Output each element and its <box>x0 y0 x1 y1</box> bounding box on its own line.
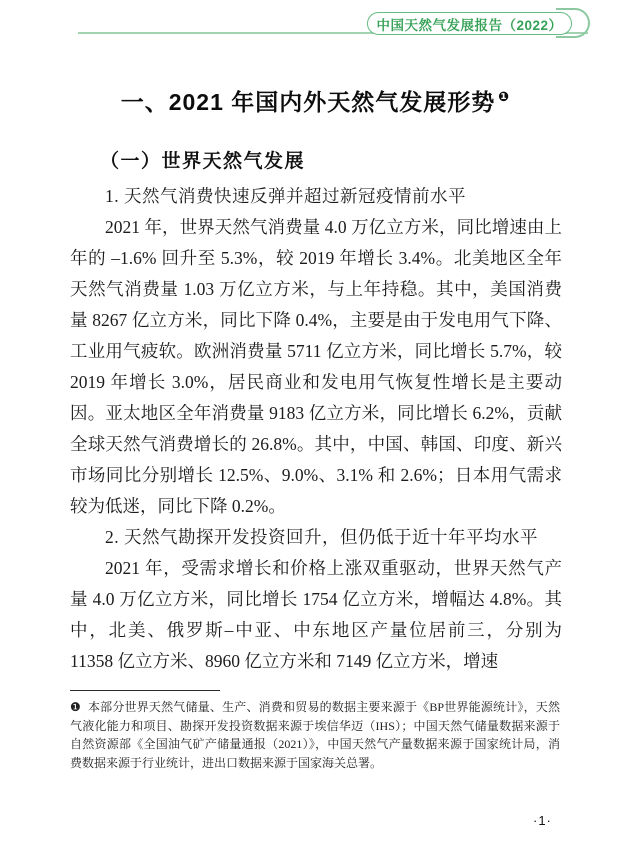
report-title-capsule <box>367 12 572 35</box>
subsection-2-heading: 2. 天然气勘探开发投资回升，但仍低于近十年平均水平 <box>105 527 538 547</box>
subsection-1-heading: 1. 天然气消费快速反弹并超过新冠疫情前水平 <box>105 186 466 206</box>
section-heading: （一）世界天然气发展 <box>100 151 306 172</box>
body-text <box>70 181 562 677</box>
footnote-block <box>70 690 560 772</box>
report-title: 中国天然气发展报告（2022） <box>376 17 563 33</box>
page-title <box>0 84 630 117</box>
page-number: ·1· <box>533 813 552 828</box>
paragraph-2: 2021 年，受需求增长和价格上涨双重驱动，世界天然气产量 4.0 万亿立方米，同比增长 1754 亿立方米，增幅达 4.8%。其中，北美、俄罗斯–中亚、中东地区产量位居前三，分别为 11358 亿立方米、8960 亿立方米和 7149 亿立方米，增速 <box>70 558 562 671</box>
paragraph-1: 2021 年，世界天然气消费量 4.0 万亿立方米，同比增速由上年的 –1.6% 回升至 5.3%，较 2019 年增长 3.4%。北美地区全年天然气消费量 1.03 万亿立方米，与上年持稳。其中，美国消费量 8267 亿立方米，同比下降 0.4%，主要是由于发电用气下降、工业用气疲软。欧洲消费量 5711 亿立方米，同比增长 5.7%，较 2019 年增长 3.0%，居民商业和发电用气恢复性增长是主要动因。亚太地区全年消费量 9183 亿立方米，同比增长 6.2%，贡献全球天然气消费增长的 26.8%。其中，中国、韩国、印度、新兴市场同比分别增长 12.5%、9.0%、3.1% 和 2.6%；日本用气需求较为低迷，同比下降 0.2%。 <box>70 217 562 516</box>
footnote-divider <box>70 690 220 691</box>
footnote-text <box>70 698 560 772</box>
footnote-body: 本部分世界天然气储量、生产、消费和贸易的数据主要来源于《BP世界能源统计》，天然气液化能力和项目、勘探开发投资数据来源于埃信华迈（IHS）；中国天然气储量数据来源于自然资源部《全国油气矿产储量通报（2021）》，中国天然气产量数据来源于国家统计局，消费数据来源于行业统计，进出口数据来源于国家海关总署。 <box>70 700 560 770</box>
footnote-reference-marker: ❶ <box>498 89 510 104</box>
footnote-marker: ❶ <box>70 700 81 714</box>
page-title-text: 一、2021 年国内外天然气发展形势 <box>120 89 496 115</box>
